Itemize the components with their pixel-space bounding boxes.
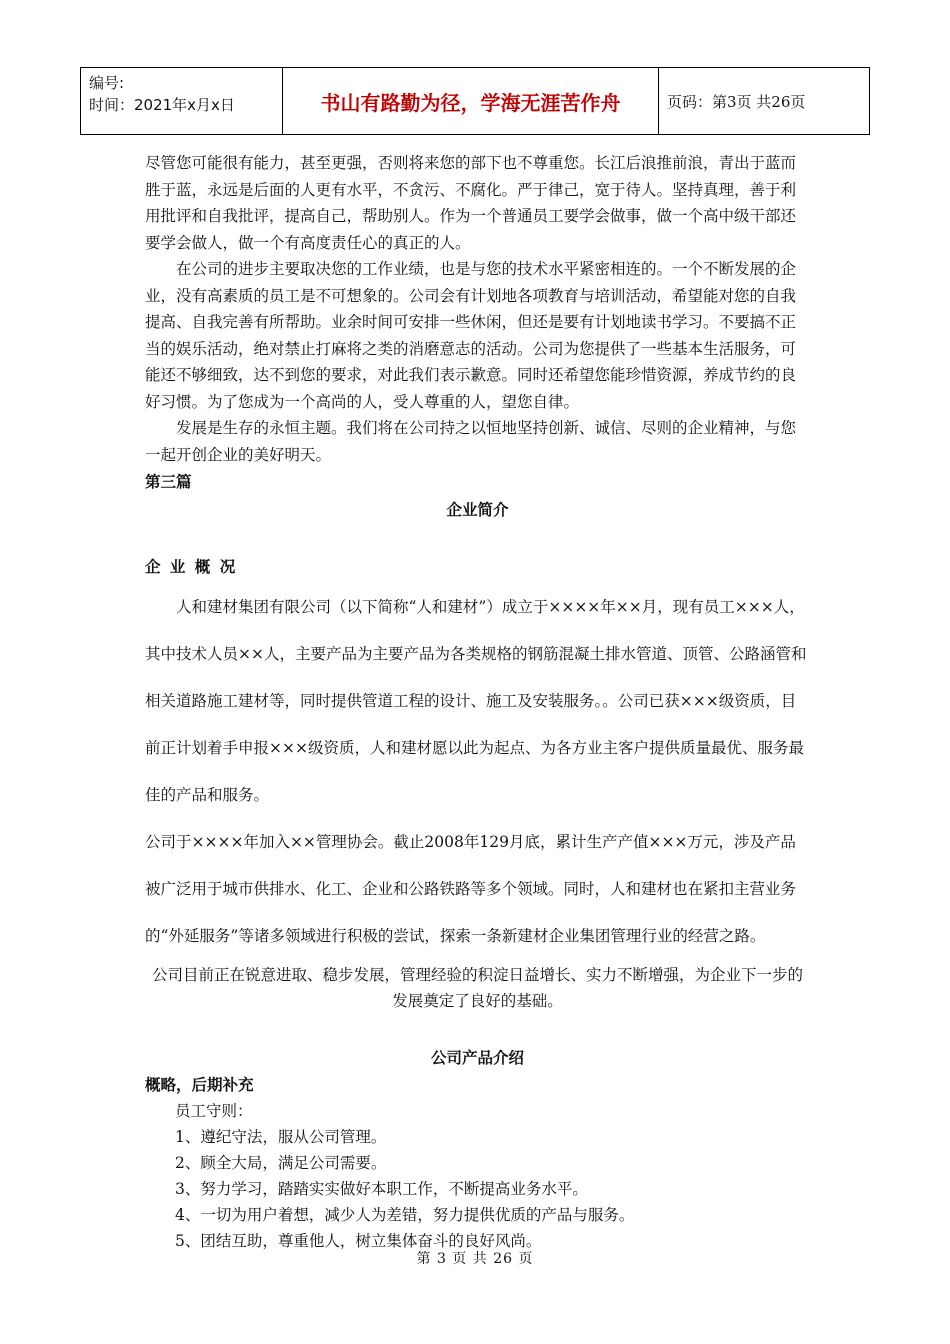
list-item: 5、团结互助，尊重他人，树立集体奋斗的良好风尚。 xyxy=(175,1232,542,1250)
document-number: 编号: xyxy=(89,74,125,92)
section-title: 企业简介 xyxy=(446,500,509,519)
list-item: 4、一切为用户着想，减少人为差错，努力提供优质的产品与服务。 xyxy=(175,1206,635,1224)
list-item: 1、遵纪守法，服从公司管理。 xyxy=(175,1128,387,1146)
part-title: 第三篇 xyxy=(145,472,192,491)
paragraph: 在公司的进步主要取决您的工作业绩，也是与您的技术水平紧密相连的。一个不断发展的企业，没有高素质的员工是不可想象的。公司会有计划地各项教育与培训活动，希望能对您的自我提高、自我完善有所帮助。业余时间可安排一些休闲，但还是要有计划地读书学习。不要搞不正当的娱乐活动，绝对禁止打麻将之类的消磨意志的活动。公司为您提供了一些基本生活服务，可能还不够细致，达不到您的要求，对此我们表示歉意。同时还希望您能珍惜资源，养成节约的良好习惯。为了您成为一个高尚的人，受人尊重的人，望您自律。 xyxy=(145,260,797,411)
document-body xyxy=(145,150,810,1254)
header-motto: 书山有路勤为径，学海无涯苦作舟 xyxy=(283,68,659,134)
paragraph: 公司于××××年加入××管理协会。截止2008年129月底，累计生产产值×××万元，涉及产品被广泛用于城市供排水、化工、企业和公路铁路等多个领域。同时，人和建材也在紧扣主营业务的“外延服务”等诸多领域进行积极的尝试，探索一条新建材企业集团管理行业的经营之路。 xyxy=(145,833,797,945)
overview-title: 企 业 概 况 xyxy=(145,557,238,576)
rules-list xyxy=(145,1124,810,1254)
header-meta xyxy=(81,68,283,134)
document-time: 时间：2021年x月x日 xyxy=(89,96,235,114)
products-title: 公司产品介绍 xyxy=(430,1048,524,1067)
rules-title: 员工守则： xyxy=(175,1102,253,1120)
list-item: 3、努力学习，踏踏实实做好本职工作，不断提高业务水平。 xyxy=(175,1180,588,1198)
header-page-number: 页码：第3页 共26页 xyxy=(667,92,806,111)
paragraph: 尽管您可能很有能力，甚至更强，否则将来您的部下也不尊重您。长江后浪推前浪，青出于蓝而胜于蓝，永远是后面的人更有水平，不贪污、不腐化。严于律己，宽于待人。坚持真理，善于利用批评和自我批评，提高自己，帮助别人。作为一个普通员工要学会做事，做一个高中级干部还要学会做人，做一个有高度责任心的真正的人。 xyxy=(145,154,797,252)
products-note: 概略，后期补充 xyxy=(145,1075,254,1094)
paragraph: 公司目前正在锐意进取、稳步发展，管理经验的积淀日益增长、实力不断增强，为企业下一步的发展奠定了良好的基础。 xyxy=(151,966,803,1010)
header-table xyxy=(80,67,870,135)
paragraph: 人和建材集团有限公司（以下简称“人和建材”）成立于××××年××月，现有员工×××人，其中技术人员××人，主要产品为主要产品为各类规格的钢筋混凝土排水管道、顶管、公路涵管和相关道路施工建材等，同时提供管道工程的设计、施工及安装服务。。公司已获×××级资质，目前正计划着手申报×××级资质，人和建材愿以此为起点、为各方业主客户提供质量最优、服务最佳的产品和服务。 xyxy=(145,598,807,804)
list-item: 2、顾全大局，满足公司需要。 xyxy=(175,1154,387,1172)
paragraph: 发展是生存的永恒主题。我们将在公司持之以恒地坚持创新、诚信、尽则的企业精神，与您一起开创企业的美好明天。 xyxy=(145,419,797,464)
page-footer: 第 3 页 共 26 页 xyxy=(416,1251,534,1267)
